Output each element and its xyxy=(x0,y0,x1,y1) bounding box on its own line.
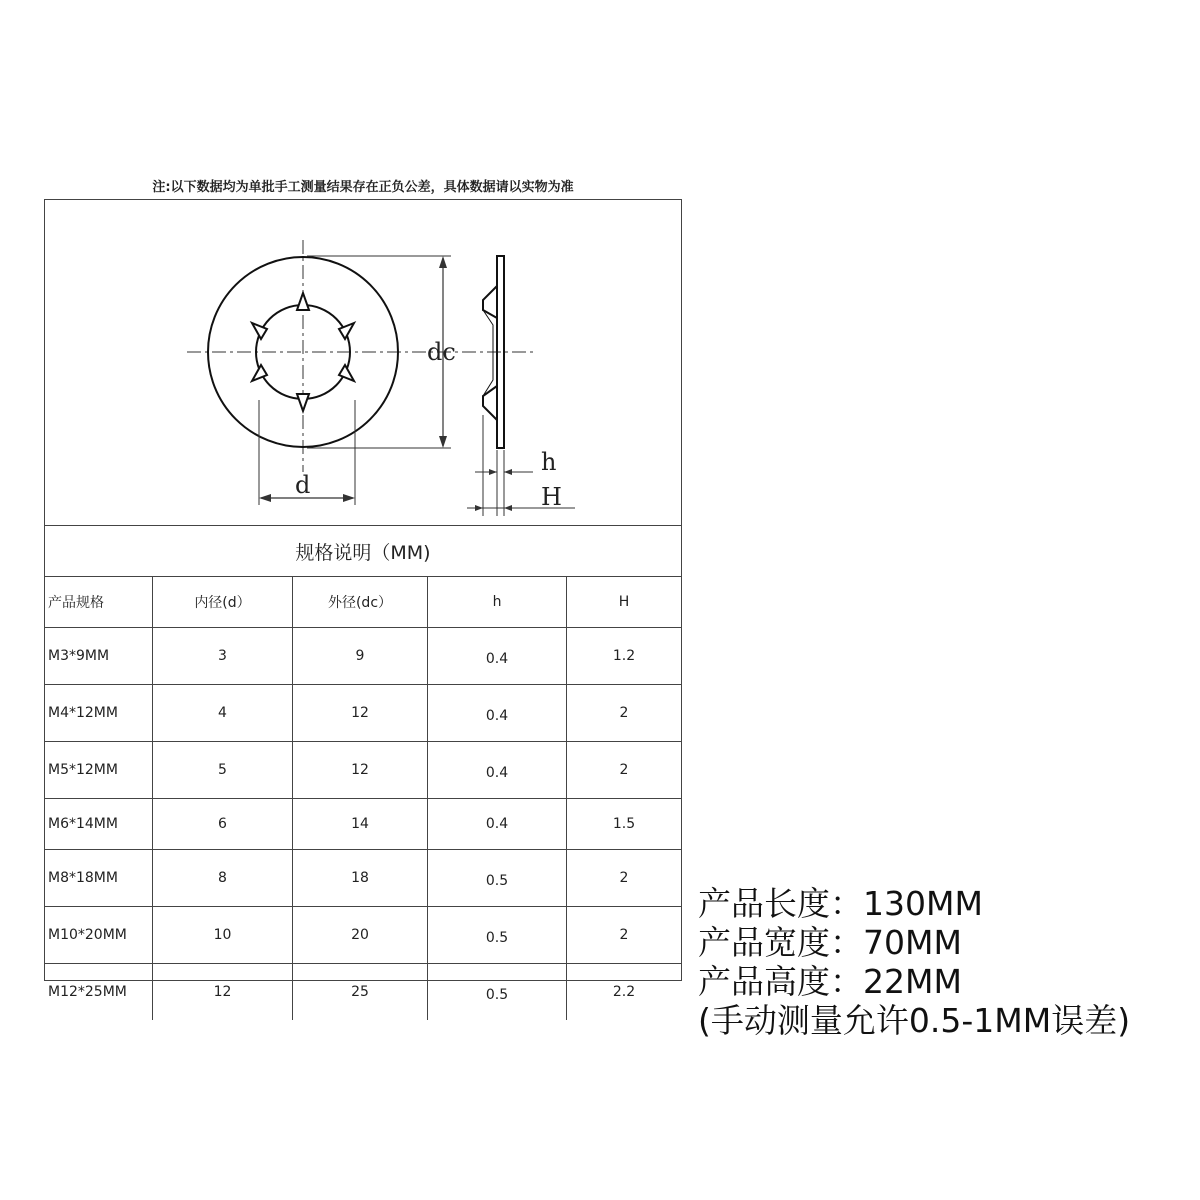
cell-inner-diameter: 3 xyxy=(153,628,293,685)
header-H: H xyxy=(567,577,682,628)
table-row xyxy=(45,907,681,964)
cell-outer-diameter: 9 xyxy=(293,628,428,685)
measurement-tolerance: (手动测量允许0.5-1MM误差) xyxy=(698,1001,1131,1040)
H-label: H xyxy=(541,483,562,511)
table-row xyxy=(45,850,681,907)
header-inner-diameter: 内径(d） xyxy=(153,577,293,628)
cell-spec: M3*9MM xyxy=(45,628,153,685)
d-label: d xyxy=(295,471,311,499)
cell-spec: M5*12MM xyxy=(45,742,153,799)
dc-label: dc xyxy=(427,338,456,366)
cell-outer-diameter: 18 xyxy=(293,850,428,907)
cell-H: 1.5 xyxy=(567,799,682,850)
cell-h: 0.5 xyxy=(428,850,567,907)
cell-inner-diameter: 6 xyxy=(153,799,293,850)
cell-h: 0.4 xyxy=(428,799,567,850)
cell-outer-diameter: 12 xyxy=(293,685,428,742)
product-width: 产品宽度：70MM xyxy=(698,923,962,962)
cell-inner-diameter: 8 xyxy=(153,850,293,907)
cell-inner-diameter: 5 xyxy=(153,742,293,799)
product-dimensions xyxy=(698,884,1130,1040)
table-row xyxy=(45,742,681,799)
cell-spec: M6*14MM xyxy=(45,799,153,850)
cell-spec: M4*12MM xyxy=(45,685,153,742)
cell-H: 2 xyxy=(567,850,682,907)
measurement-note: 注:以下数据均为单批手工测量结果存在正负公差，具体数据请以实物为准 xyxy=(152,180,574,195)
cell-spec: M8*18MM xyxy=(45,850,153,907)
cell-spec: M10*20MM xyxy=(45,907,153,964)
cell-outer-diameter: 20 xyxy=(293,907,428,964)
product-height: 产品高度：22MM xyxy=(698,962,962,1001)
cell-H: 1.2 xyxy=(567,628,682,685)
cell-H: 2 xyxy=(567,742,682,799)
cell-h: 0.4 xyxy=(428,742,567,799)
table-header-row xyxy=(45,577,681,628)
cell-inner-diameter: 4 xyxy=(153,685,293,742)
cell-inner-diameter: 10 xyxy=(153,907,293,964)
cell-inner-diameter: 12 xyxy=(153,964,293,1021)
spec-title: 规格说明（MM) xyxy=(45,525,681,576)
cell-h: 0.5 xyxy=(428,907,567,964)
cell-h: 0.4 xyxy=(428,685,567,742)
h-label: h xyxy=(541,448,557,476)
cell-outer-diameter: 12 xyxy=(293,742,428,799)
spec-table xyxy=(45,576,681,1020)
header-h: h xyxy=(428,577,567,628)
header-outer-diameter: 外径(dc） xyxy=(293,577,428,628)
cell-h: 0.5 xyxy=(428,964,567,1021)
cell-H: 2 xyxy=(567,685,682,742)
washer-diagram xyxy=(45,200,681,525)
table-row xyxy=(45,964,681,1021)
cell-H: 2.2 xyxy=(567,964,682,1021)
cell-h: 0.4 xyxy=(428,628,567,685)
spec-sheet xyxy=(44,199,682,1003)
cell-outer-diameter: 14 xyxy=(293,799,428,850)
cell-outer-diameter: 25 xyxy=(293,964,428,1021)
table-row xyxy=(45,685,681,742)
table-row xyxy=(45,799,681,850)
header-spec: 产品规格 xyxy=(45,577,153,628)
cell-spec: M12*25MM xyxy=(45,964,153,1021)
product-length: 产品长度：130MM xyxy=(698,884,983,923)
table-row xyxy=(45,628,681,685)
cell-H: 2 xyxy=(567,907,682,964)
